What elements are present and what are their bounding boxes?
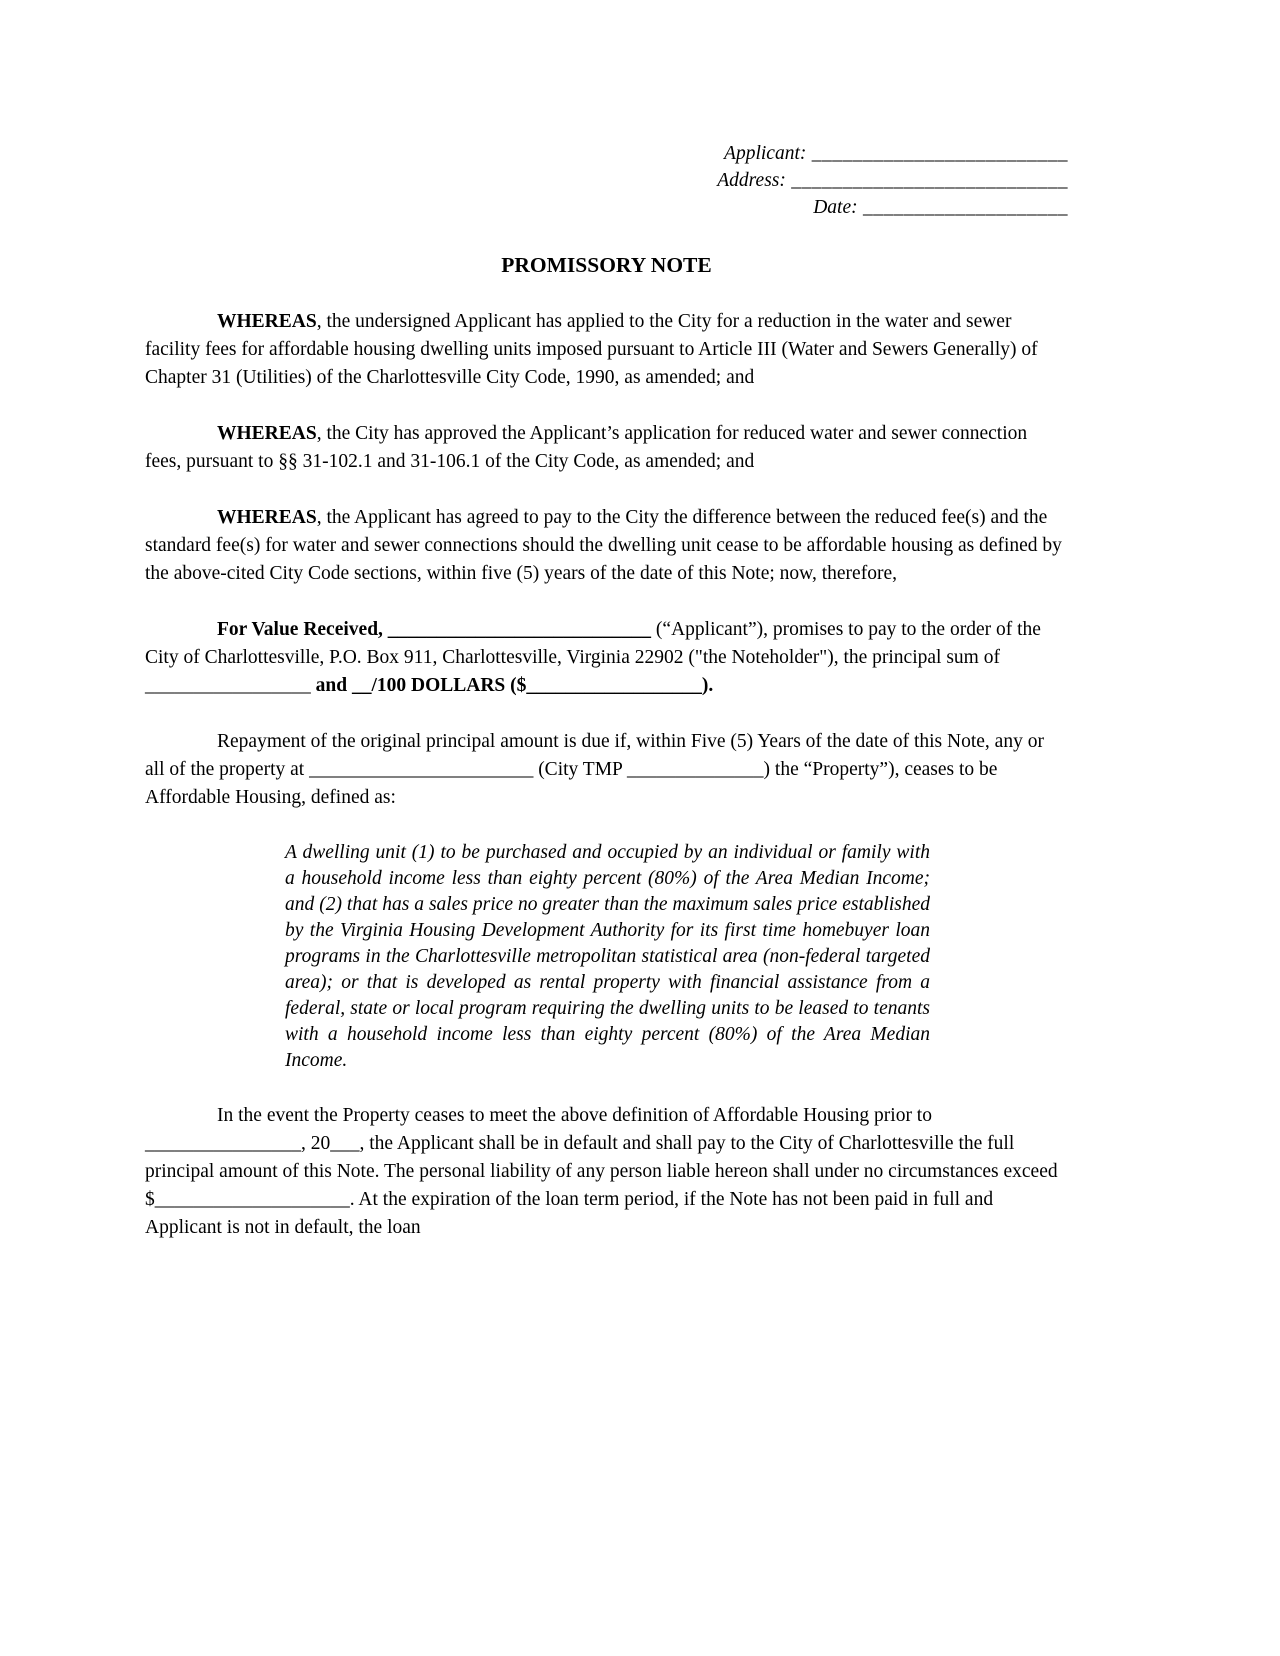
address-blank: ___________________________ bbox=[785, 170, 1068, 191]
definition-text: A dwelling unit (1) to be purchased and occupied by an individual or family with a household income less than eighty percent (80%) of the Area Median Income; and (2) that has a sales price no greater than the maximum sales price established by the Virginia Housing Development Authority for its first time homebuyer loan programs in the Charlottesville metropolitan statistical area (non-federal targeted area); or that is developed as rental property with financial assistance from a federal, state or local program requiring the dwelling units to be leased to tenants with a household income less than eighty percent (80%) of the Area Median Income. bbox=[285, 842, 930, 1071]
paragraph-for-value-received bbox=[145, 616, 1068, 700]
whereas-1-text: , the undersigned Applicant has applied to the City for a reduction in the water and sewer facility fees for affordable housing dwelling units imposed pursuant to Article III (Water and Sewers Generally) of Chapter 31 (Utilities) of the Charlottesville City Code, 1990, as amended; and bbox=[145, 311, 1038, 388]
for-value-received-lead: For Value Received, ___________________________ bbox=[217, 619, 652, 640]
repayment-text: Repayment of the original principal amount is due if, within Five (5) Years of the date of this Note, any or all of the property at _______________________ (City TMP ______________) the “Property”), ceases to be Affordable Housing, defined as: bbox=[145, 731, 1044, 808]
for-value-received-text: (“Applicant”), promises to pay to the order of the City of Charlottesville, P.O. Box 911, Charlottesville, Virginia 22902 ("the Noteholder"), the principal sum of _________________ bbox=[145, 619, 1041, 696]
paragraph-whereas-3 bbox=[145, 504, 1068, 588]
whereas-1-keyword: WHEREAS bbox=[217, 311, 317, 332]
dollars-amount-segment: and __/100 DOLLARS ($__________________). bbox=[315, 675, 714, 696]
paragraph-whereas-2 bbox=[145, 420, 1068, 476]
applicant-label: Applicant: bbox=[724, 143, 807, 164]
whereas-2-keyword: WHEREAS bbox=[217, 423, 317, 444]
applicant-line bbox=[145, 140, 1068, 167]
address-label: Address: bbox=[717, 170, 786, 191]
default-text: In the event the Property ceases to meet the above definition of Affordable Housing prior to ________________, 20___, the Applicant shall be in default and shall pay to the City of Charlottesville the full principal amount of this Note. The personal liability of any person liable hereon shall under no circumstances exceed $____________________. At the expiration of the loan term period, if the Note has not been paid in full and Applicant is not in default, the loan bbox=[145, 1105, 1058, 1238]
paragraph-repayment bbox=[145, 728, 1068, 812]
paragraph-default bbox=[145, 1102, 1068, 1242]
date-blank: ____________________ bbox=[857, 197, 1068, 218]
whereas-3-text: , the Applicant has agreed to pay to the City the difference between the reduced fee(s) and the standard fee(s) for water and sewer connections should the dwelling unit cease to be affordable housing as defined by the above-cited City Code sections, within five (5) years of the date of this Note; now, therefore, bbox=[145, 507, 1062, 584]
whereas-3-keyword: WHEREAS bbox=[217, 507, 317, 528]
whereas-2-text: , the City has approved the Applicant’s application for reduced water and sewer connection fees, pursuant to §§ 31-102.1 and 31-106.1 of the City Code, as amended; and bbox=[145, 423, 1028, 472]
address-line bbox=[145, 167, 1068, 194]
page-title: PROMISSORY NOTE bbox=[501, 253, 712, 277]
document-header bbox=[145, 140, 1068, 221]
affordable-housing-definition bbox=[285, 840, 930, 1074]
date-label: Date: bbox=[813, 197, 858, 218]
paragraph-whereas-1 bbox=[145, 308, 1068, 392]
applicant-blank: _________________________ bbox=[806, 143, 1068, 164]
date-line bbox=[145, 194, 1068, 221]
